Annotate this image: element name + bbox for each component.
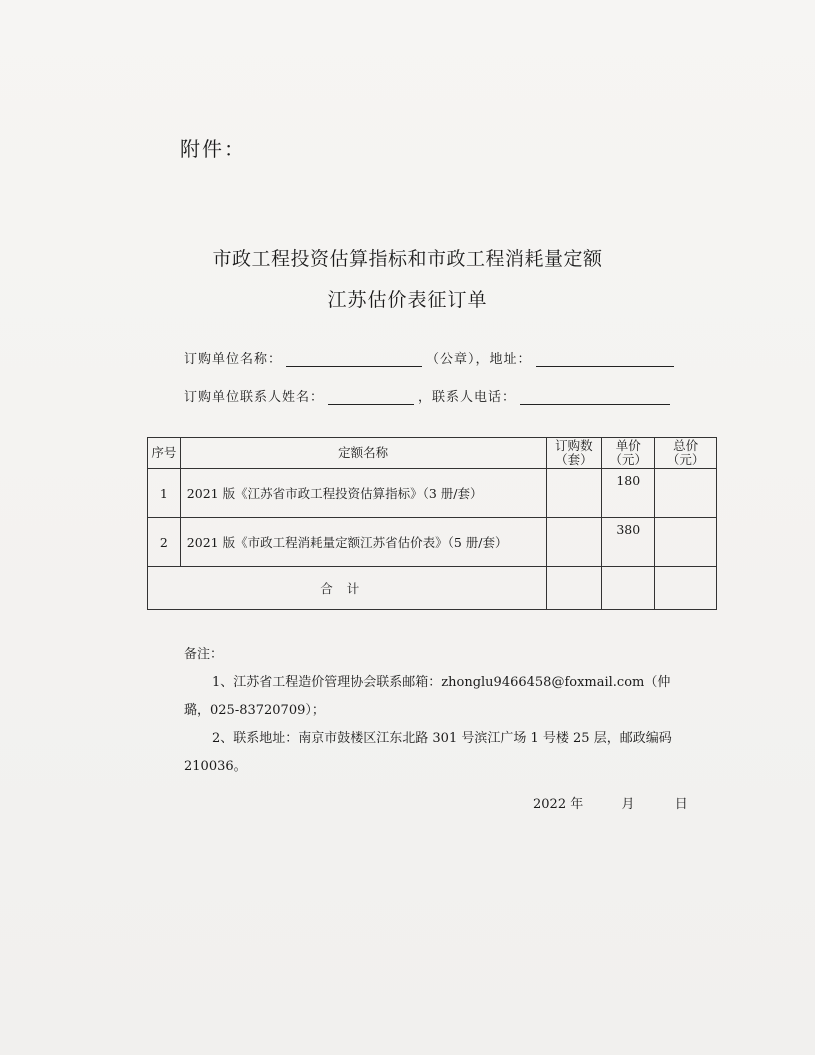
table-header-row xyxy=(148,438,717,469)
seal-address-label: （公章），地址： xyxy=(426,352,532,367)
row-price: 180 xyxy=(602,469,655,518)
header-price-line2: （元） xyxy=(609,452,648,467)
attachment-label: 附件： xyxy=(180,137,246,161)
row-total xyxy=(655,518,717,567)
sum-qty xyxy=(546,567,602,610)
sum-label: 合计 xyxy=(148,567,547,610)
row-total xyxy=(655,469,717,518)
unit-name-blank xyxy=(286,352,422,367)
notes-heading: 备注： xyxy=(184,647,224,662)
notes-item-address: 2、联系地址：南京市鼓楼区江东北路 301 号滨江广场 1 号楼 25 层，邮政编码 210036。 xyxy=(184,731,672,774)
order-table xyxy=(147,437,717,610)
unit-name-label: 订购单位名称： xyxy=(184,352,283,367)
row-qty xyxy=(546,518,602,567)
header-qty xyxy=(546,438,602,469)
contact-row xyxy=(184,386,674,405)
phone-label: ，联系人电话： xyxy=(418,390,517,405)
date-year: 2022 年 xyxy=(533,797,584,812)
contact-name-label: 订购单位联系人姓名： xyxy=(184,390,325,405)
unit-name-row xyxy=(184,348,678,367)
sum-row xyxy=(148,567,717,610)
table-row xyxy=(148,518,717,567)
sum-price xyxy=(602,567,655,610)
document-title-line2: 江苏估价表征订单 xyxy=(327,289,488,311)
phone-blank xyxy=(520,390,670,405)
header-total xyxy=(655,438,717,469)
header-total-line1: 总价 xyxy=(673,438,699,453)
row-no: 2 xyxy=(148,518,181,567)
sum-total xyxy=(655,567,717,610)
row-qty xyxy=(546,469,602,518)
header-qty-line2: （套） xyxy=(555,452,593,467)
row-name: 2021 版《市政工程消耗量定额江苏省估价表》（5 册/套） xyxy=(180,518,546,567)
date-month: 月 xyxy=(621,797,635,812)
contact-name-blank xyxy=(328,390,414,405)
row-name: 2021 版《江苏省市政工程投资估算指标》（3 册/套） xyxy=(180,469,546,518)
header-total-line2: （元） xyxy=(666,452,705,467)
notes-section xyxy=(184,641,684,781)
notes-item-email: 1、江苏省工程造价管理协会联系邮箱：zhonglu9466458@foxmail.com（仲璐，025-83720709）； xyxy=(184,675,671,718)
header-price-line1: 单价 xyxy=(615,438,641,453)
header-no: 序号 xyxy=(148,438,181,469)
date-day: 日 xyxy=(674,797,688,812)
document-title-line1: 市政工程投资估算指标和市政工程消耗量定额 xyxy=(212,248,603,270)
address-blank xyxy=(536,352,674,367)
row-no: 1 xyxy=(148,469,181,518)
date-line xyxy=(533,793,688,812)
row-price: 380 xyxy=(602,518,655,567)
header-price xyxy=(602,438,655,469)
header-name: 定额名称 xyxy=(180,438,546,469)
header-qty-line1: 订购数 xyxy=(555,438,593,453)
table-row xyxy=(148,469,717,518)
